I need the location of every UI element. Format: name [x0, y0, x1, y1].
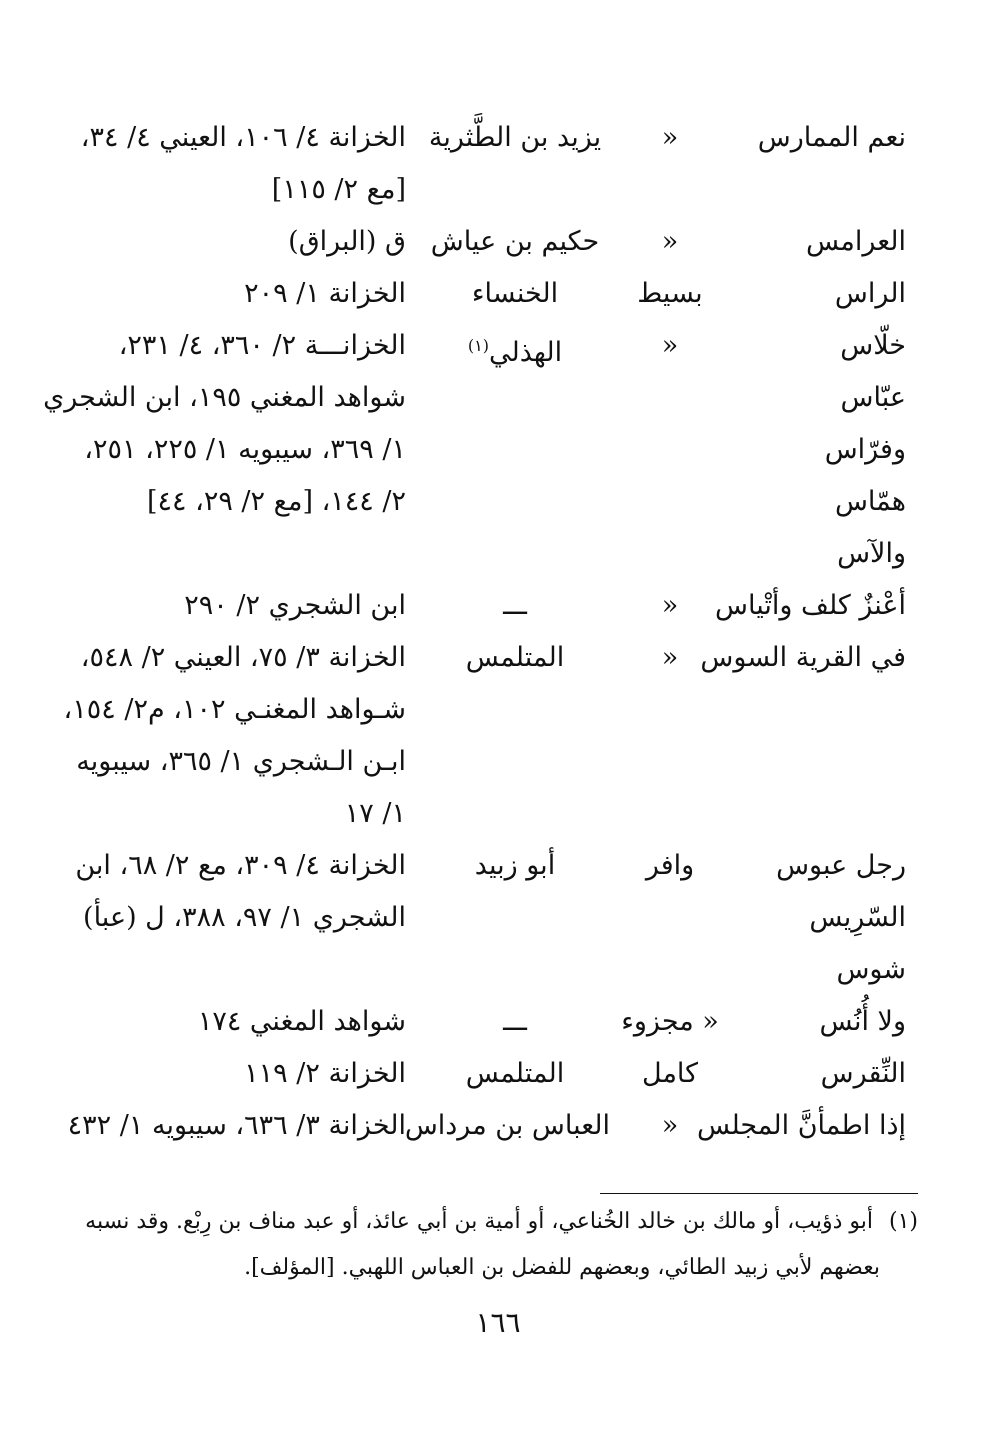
- rhyme-cell: [806, 216, 906, 268]
- rhyme-cell: [825, 424, 906, 476]
- source-cell-text: ق (البراق): [288, 226, 406, 257]
- rhyme-cell-text: نعم الممارس: [757, 122, 906, 153]
- table-row: [0, 1048, 996, 1100]
- poet-cell: [420, 840, 610, 892]
- poet-cell: [420, 996, 610, 1048]
- poet-cell-text: أبو زبيد: [474, 850, 556, 881]
- table-row: [0, 580, 996, 632]
- poet-cell-text: ـــ: [503, 590, 527, 621]
- source-cell: [288, 216, 406, 268]
- table-row: [0, 112, 996, 164]
- footnote-line-2: [80, 1246, 880, 1290]
- footnote-marker: (١): [888, 1209, 918, 1234]
- rhyme-cell-text: همّاس: [834, 486, 906, 517]
- source-cell: [68, 1100, 406, 1152]
- source-cell-text: ١/ ١٧: [344, 798, 406, 829]
- rhyme-cell: [758, 112, 906, 164]
- source-cell: [244, 1048, 406, 1100]
- rhyme-cell: [837, 528, 906, 580]
- page-number: ١٦٦: [475, 1306, 521, 1339]
- table-row: [0, 892, 996, 944]
- footnote-reference: (١): [467, 336, 489, 355]
- source-cell: [244, 268, 406, 320]
- source-cell: [76, 736, 406, 788]
- rhyme-cell: [840, 320, 906, 372]
- source-cell-text: ١/ ٣٦٩، سيبويه ١/ ٢٢٥، ٢٥١،: [84, 434, 406, 465]
- source-cell: [83, 892, 406, 944]
- rhyme-cell: [809, 892, 906, 944]
- table-row: [0, 632, 996, 684]
- source-cell: [43, 372, 406, 424]
- rhyme-cell-text: والآس: [837, 538, 906, 569]
- table-row: [0, 528, 996, 580]
- meter-cell-text: «: [661, 590, 679, 621]
- source-cell-text: الخزانة ٤/ ١٠٦، العيني ٤/ ٣٤،: [80, 122, 406, 153]
- meter-cell-text: «: [661, 226, 679, 257]
- rhyme-cell-text: أعْنزٌ كلف وأتْياس: [715, 590, 906, 621]
- poet-cell-text: العباس بن مرداس: [404, 1110, 610, 1141]
- source-cell-text: [مع ٢/ ١١٥]: [271, 174, 406, 205]
- poet-cell: [420, 320, 610, 379]
- meter-cell: [600, 840, 740, 892]
- footnote-text-2: بعضهم لأبي زبيد الطائي، وبعضهم للفضل بن العباس اللهبي. [المؤلف].: [244, 1255, 880, 1280]
- source-cell-text: الخزانة ٢/ ١١٩: [244, 1058, 406, 1089]
- meter-cell-text: «: [661, 122, 679, 153]
- table-row: [0, 372, 996, 424]
- source-cell-text: شواهد المغني ١٧٤: [197, 1006, 406, 1037]
- table-row: [0, 320, 996, 372]
- source-cell-text: الشجري ١/ ٩٧، ٣٨٨، ل (عبأ): [83, 902, 406, 933]
- rhyme-cell-text: شوس: [836, 954, 906, 985]
- poet-cell-text: يزيد بن الطَّثرية: [428, 122, 602, 153]
- table-row: [0, 424, 996, 476]
- table-row: [0, 840, 996, 892]
- table-row: [0, 268, 996, 320]
- rhyme-cell: [821, 1048, 906, 1100]
- meter-cell-text: كامل: [642, 1058, 698, 1089]
- poet-cell: [420, 216, 610, 268]
- meter-cell-text: بسيط: [637, 278, 703, 309]
- meter-cell: [600, 1048, 740, 1100]
- rhyme-cell-text: العرامس: [805, 226, 906, 257]
- source-cell-text: الخزانة ٣/ ٦٣٦، سيبويه ١/ ٤٣٢: [67, 1110, 406, 1141]
- rhyme-cell-text: رجل عبوس: [776, 850, 906, 881]
- source-cell: [84, 424, 406, 476]
- meter-cell-text: وافر: [645, 850, 695, 881]
- rhyme-cell-text: وفرّاس: [824, 434, 906, 465]
- meter-cell: [600, 580, 740, 632]
- meter-cell: [600, 112, 740, 164]
- poet-cell-text: الخنساء: [471, 278, 559, 309]
- table-row: [0, 736, 996, 788]
- poet-cell: [404, 1100, 610, 1152]
- rhyme-cell-text: في القرية السوس: [700, 642, 906, 673]
- table-row: [0, 684, 996, 736]
- source-cell-text: ابـن الـشجري ١/ ٣٦٥، سيبويه: [76, 746, 406, 777]
- table-row: [0, 216, 996, 268]
- source-cell-text: ٢/ ١٤٤، [مع ٢/ ٢٩، ٤٤]: [146, 486, 406, 517]
- poet-cell: [420, 1048, 610, 1100]
- rhyme-cell-text: عبّاس: [840, 382, 906, 413]
- source-cell-text: الخزانـــة ٢/ ٣٦٠، ٤/ ٢٣١،: [118, 330, 406, 361]
- meter-cell: [600, 1100, 740, 1152]
- source-cell: [64, 684, 406, 736]
- source-cell-text: الخزانة ٣/ ٧٥، العيني ٢/ ٥٤٨،: [80, 642, 406, 673]
- source-cell: [81, 632, 406, 684]
- rhyme-cell: [776, 840, 906, 892]
- rhyme-cell-text: النِّقرس: [820, 1058, 906, 1089]
- rhyme-cell: [715, 580, 906, 632]
- source-cell-text: الخزانة ١/ ٢٠٩: [244, 278, 406, 309]
- footnote-text-1: أبو ذؤيب، أو مالك بن خالد الخُناعي، أو أمية بن أبي عائذ، أو عبد مناف بن رِبْع. وقد نسبه: [85, 1209, 873, 1234]
- poet-cell: [420, 632, 610, 684]
- rhyme-cell: [835, 476, 906, 528]
- poet-cell-text: الهذلي: [489, 337, 563, 368]
- rhyme-cell: [836, 944, 906, 996]
- rhyme-cell-text: خلّاس: [840, 330, 906, 361]
- poet-cell-text: المتلمس: [465, 1058, 565, 1089]
- poet-cell: [420, 268, 610, 320]
- meter-cell: [600, 268, 740, 320]
- rhyme-cell: [820, 996, 906, 1048]
- rhyme-cell-text: السّرِيس: [809, 902, 906, 933]
- source-cell-text: شـواهد المغنـي ١٠٢، م٢/ ١٥٤،: [63, 694, 406, 725]
- footnote-separator: [600, 1193, 918, 1194]
- rhyme-cell-text: ولا أُنُس: [819, 1006, 906, 1037]
- table-row: [0, 476, 996, 528]
- poet-cell-text: حكيم بن عياش: [430, 226, 600, 257]
- table-row: [0, 996, 996, 1048]
- source-cell: [272, 164, 406, 216]
- table-row: [0, 944, 996, 996]
- source-cell: [75, 840, 406, 892]
- rhyme-cell: [835, 268, 906, 320]
- table-row: [0, 788, 996, 840]
- poet-cell-text: المتلمس: [465, 642, 565, 673]
- rhyme-cell: [841, 372, 906, 424]
- source-cell-text: شواهد المغني ١٩٥، ابن الشجري: [43, 382, 406, 413]
- source-cell-text: الخزانة ٤/ ٣٠٩، مع ٢/ ٦٨، ابن: [75, 850, 406, 881]
- table-row: [0, 1100, 996, 1152]
- source-cell: [147, 476, 406, 528]
- poet-cell: [420, 580, 610, 632]
- table-row: [0, 164, 996, 216]
- source-cell: [198, 996, 406, 1048]
- footnote-line-1: [78, 1200, 918, 1244]
- meter-cell-text: «: [661, 1110, 679, 1141]
- meter-cell-text: «: [661, 330, 679, 361]
- rhyme-cell-text: إذا اطمأنَّ المجلس: [697, 1110, 906, 1141]
- meter-cell: [600, 996, 740, 1048]
- meter-cell: [600, 632, 740, 684]
- meter-cell-text: «: [661, 642, 679, 673]
- poet-cell-text: ـــ: [503, 1006, 527, 1037]
- source-cell: [184, 580, 406, 632]
- meter-cell: [600, 216, 740, 268]
- poet-cell: [420, 112, 610, 164]
- source-cell-text: ابن الشجري ٢/ ٢٩٠: [184, 590, 406, 621]
- source-cell: [345, 788, 406, 840]
- source-cell: [119, 320, 406, 372]
- meter-cell: [600, 320, 740, 372]
- meter-cell-text: « مجزوء: [621, 1006, 719, 1037]
- source-cell: [81, 112, 406, 164]
- rhyme-cell-text: الراس: [834, 278, 906, 309]
